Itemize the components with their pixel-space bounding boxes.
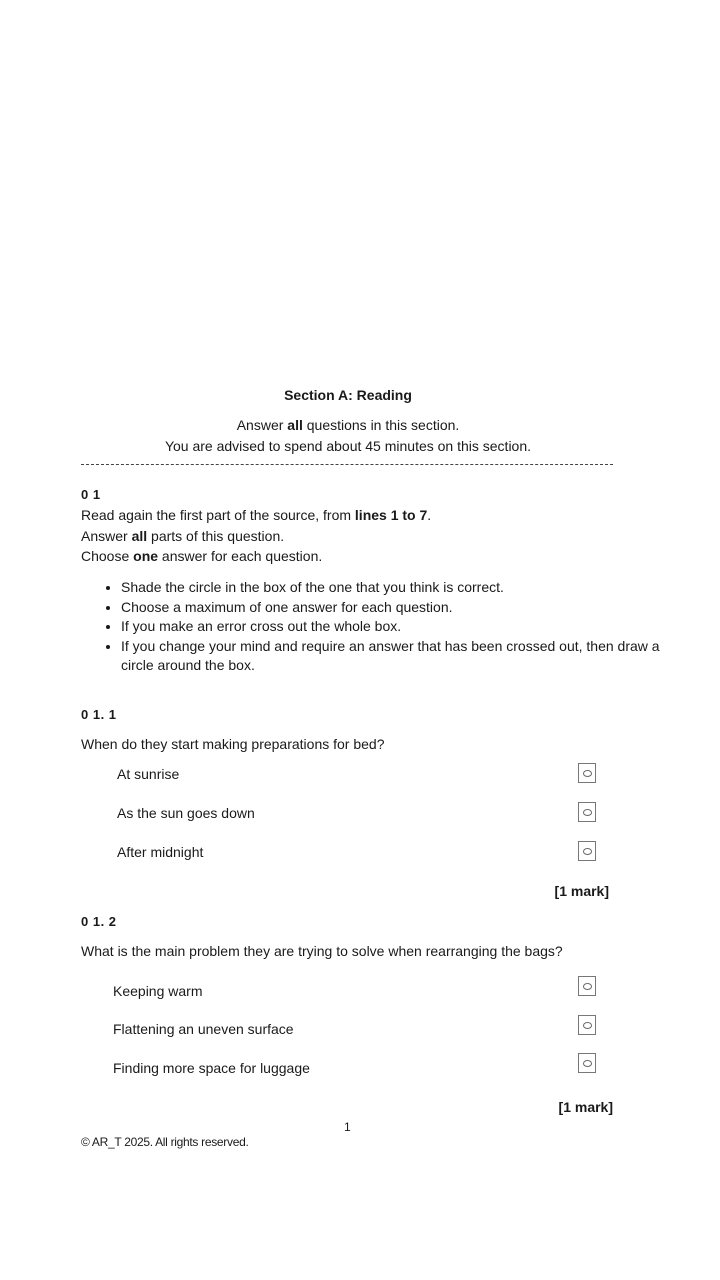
instruction-item: • If you make an error cross out the whole box. xyxy=(121,617,661,637)
choose-bold: one xyxy=(133,548,159,564)
circle-icon xyxy=(583,848,592,855)
question-number: 0 1 xyxy=(81,487,101,502)
circle-icon xyxy=(583,1022,592,1029)
intro-text: questions in this section. xyxy=(302,417,460,433)
answer-box[interactable] xyxy=(578,976,596,996)
instruction-item: • Choose a maximum of one answer for each question. xyxy=(121,598,661,618)
dashed-divider xyxy=(81,464,613,465)
question-text: When do they start making preparations for bed? xyxy=(81,736,385,752)
instruction-list xyxy=(81,578,661,676)
copyright: © AR_T 2025. All rights reserved. xyxy=(81,1135,249,1149)
answer-box[interactable] xyxy=(578,802,596,822)
answer-box[interactable] xyxy=(578,1015,596,1035)
answer-instruction xyxy=(81,528,284,544)
choose-text: answer for each question. xyxy=(158,548,323,564)
section-intro-line-2: You are advised to spend about 45 minutes on this section. xyxy=(164,438,532,454)
circle-icon xyxy=(583,983,592,990)
instruction-item: • If you change your mind and require an answer that has been crossed out, then draw a circle around the box. xyxy=(121,637,661,676)
answer-option: Keeping warm xyxy=(113,983,203,999)
answer-text: Answer xyxy=(81,528,132,544)
circle-icon xyxy=(583,1060,592,1067)
mark-label: [1 mark] xyxy=(558,1099,613,1115)
page-number: 1 xyxy=(344,1120,351,1134)
read-text: . xyxy=(427,507,432,523)
answer-option: After midnight xyxy=(117,844,204,860)
intro-text: Answer xyxy=(236,417,288,433)
answer-option: Flattening an uneven surface xyxy=(113,1021,294,1037)
question-number: 0 1. 2 xyxy=(81,914,117,929)
section-intro-line-1 xyxy=(0,417,696,433)
answer-bold: all xyxy=(131,528,148,544)
mark-label: [1 mark] xyxy=(554,883,609,899)
answer-box[interactable] xyxy=(578,763,596,783)
answer-option: As the sun goes down xyxy=(117,805,255,821)
answer-option: At sunrise xyxy=(117,766,180,782)
answer-option: Finding more space for luggage xyxy=(113,1060,310,1076)
instruction-item: • Shade the circle in the box of the one that you think is correct. xyxy=(121,578,661,598)
answer-box[interactable] xyxy=(578,1053,596,1073)
read-instruction xyxy=(81,507,431,523)
circle-icon xyxy=(583,770,592,777)
choose-text: Choose xyxy=(81,548,134,564)
read-lines-bold: lines 1 to 7 xyxy=(354,507,428,523)
intro-bold: all xyxy=(287,417,303,433)
section-title: Section A: Reading xyxy=(284,387,412,403)
answer-text: parts of this question. xyxy=(147,528,285,544)
question-number: 0 1. 1 xyxy=(81,707,117,722)
choose-instruction xyxy=(81,548,322,564)
answer-box[interactable] xyxy=(578,841,596,861)
circle-icon xyxy=(583,809,592,816)
question-text: What is the main problem they are trying to solve when rearranging the bags? xyxy=(81,943,563,959)
read-text: Read again the first part of the source, from xyxy=(81,507,355,523)
